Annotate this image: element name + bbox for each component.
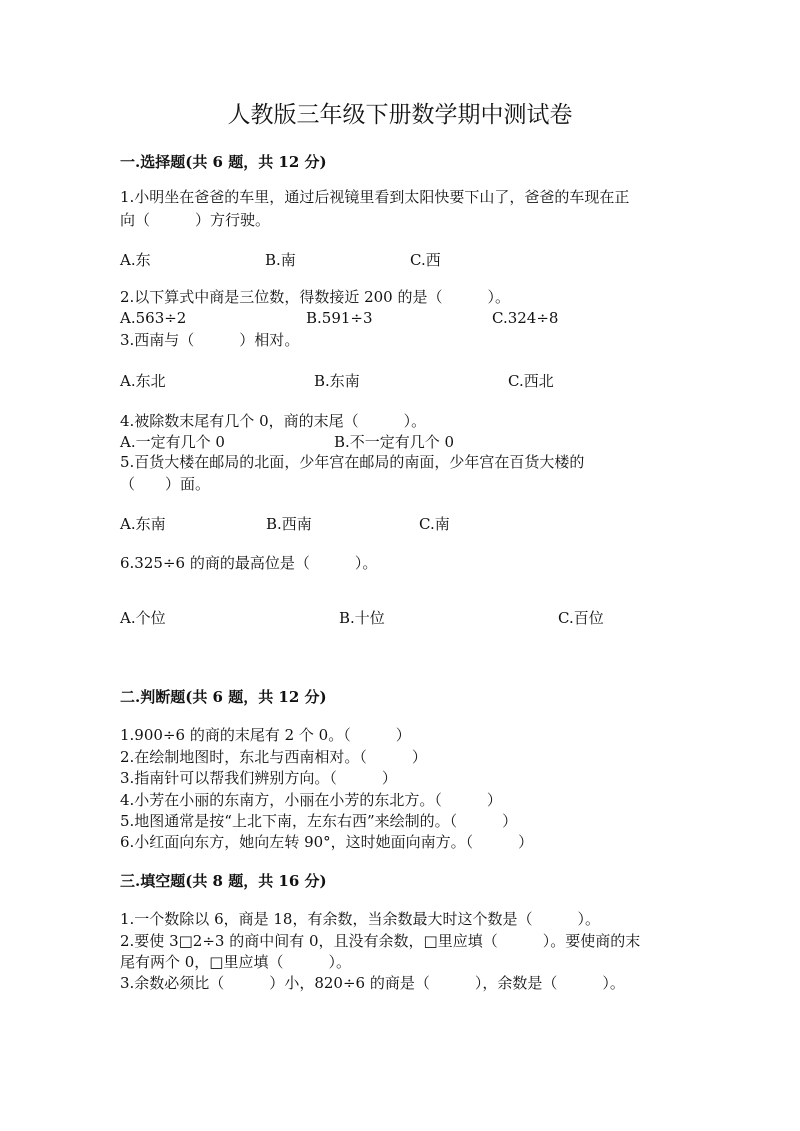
question-1-option-a: A.东 [120,251,151,269]
question-1-option-c: C.西 [410,251,441,269]
question-6-line-1: 6.325÷6 的商的最高位是（ ）。 [120,554,378,572]
page-title: 人教版三年级下册数学期中测试卷 [227,102,573,128]
question-5-option-a: A.东南 [120,515,166,533]
question-3-option-a: A.东北 [120,372,166,390]
question-2-option-c: C.324÷8 [492,309,559,327]
question-6-option-c: C.百位 [558,609,604,627]
question-6-option-a: A.个位 [120,609,166,627]
fill-item-1: 1.一个数除以 6，商是 18，有余数，当余数最大时这个数是（ ）。 [120,910,600,928]
section-heading-fill-blank: 三.填空题(共 8 题，共 16 分) [120,872,327,890]
question-4-line-1: 4.被除数末尾有几个 0，商的末尾（ ）。 [120,412,427,430]
judge-item-1: 1.900÷6 的商的末尾有 2 个 0。（ ） [120,726,411,744]
judge-item-6: 6.小红面向东方，她向左转 90°，这时她面向南方。（ ） [120,833,534,851]
section-heading-choice: 一.选择题(共 6 题，共 12 分) [120,153,327,171]
fill-item-3: 3.余数必须比（ ）小，820÷6 的商是（ ），余数是（ ）。 [120,974,625,992]
judge-item-3: 3.指南针可以帮我们辨别方向。（ ） [120,769,397,787]
question-5-line-2: （ ）面。 [120,475,211,493]
fill-item-2-line-1: 2.要使 3□2÷3 的商中间有 0，且没有余数，□里应填（ ）。要使商的末 [120,932,641,950]
question-1-line-1: 1.小明坐在爸爸的车里，通过后视镜里看到太阳快要下山了，爸爸的车现在正 [120,188,630,206]
question-3-option-c: C.西北 [508,372,554,390]
judge-item-5: 5.地图通常是按“上北下南，左东右西”来绘制的。（ ） [120,812,518,830]
question-6-option-b: B.十位 [339,609,385,627]
question-2-option-b: B.591÷3 [306,309,373,327]
fill-item-2-line-2: 尾有两个 0，□里应填（ ）。 [120,953,351,971]
section-heading-true-false: 二.判断题(共 6 题，共 12 分) [120,688,327,706]
question-4-option-b: B.不一定有几个 0 [334,433,455,451]
judge-item-4: 4.小芳在小丽的东南方，小丽在小芳的东北方。（ ） [120,791,502,809]
judge-item-2: 2.在绘制地图时，东北与西南相对。（ ） [120,748,427,766]
question-5-option-b: B.西南 [266,515,312,533]
question-2-line-1: 2.以下算式中商是三位数，得数接近 200 的是（ ）。 [120,288,510,306]
question-2-option-a: A.563÷2 [120,309,187,327]
question-1-line-2: 向（ ）方行驶。 [120,211,271,229]
question-3-line-1: 3.西南与（ ）相对。 [120,331,300,349]
question-5-option-c: C.南 [419,515,450,533]
question-5-line-1: 5.百货大楼在邮局的北面，少年宫在邮局的南面，少年宫在百货大楼的 [120,453,585,471]
question-3-option-b: B.东南 [314,372,360,390]
question-1-option-b: B.南 [265,251,296,269]
question-4-option-a: A.一定有几个 0 [120,433,225,451]
